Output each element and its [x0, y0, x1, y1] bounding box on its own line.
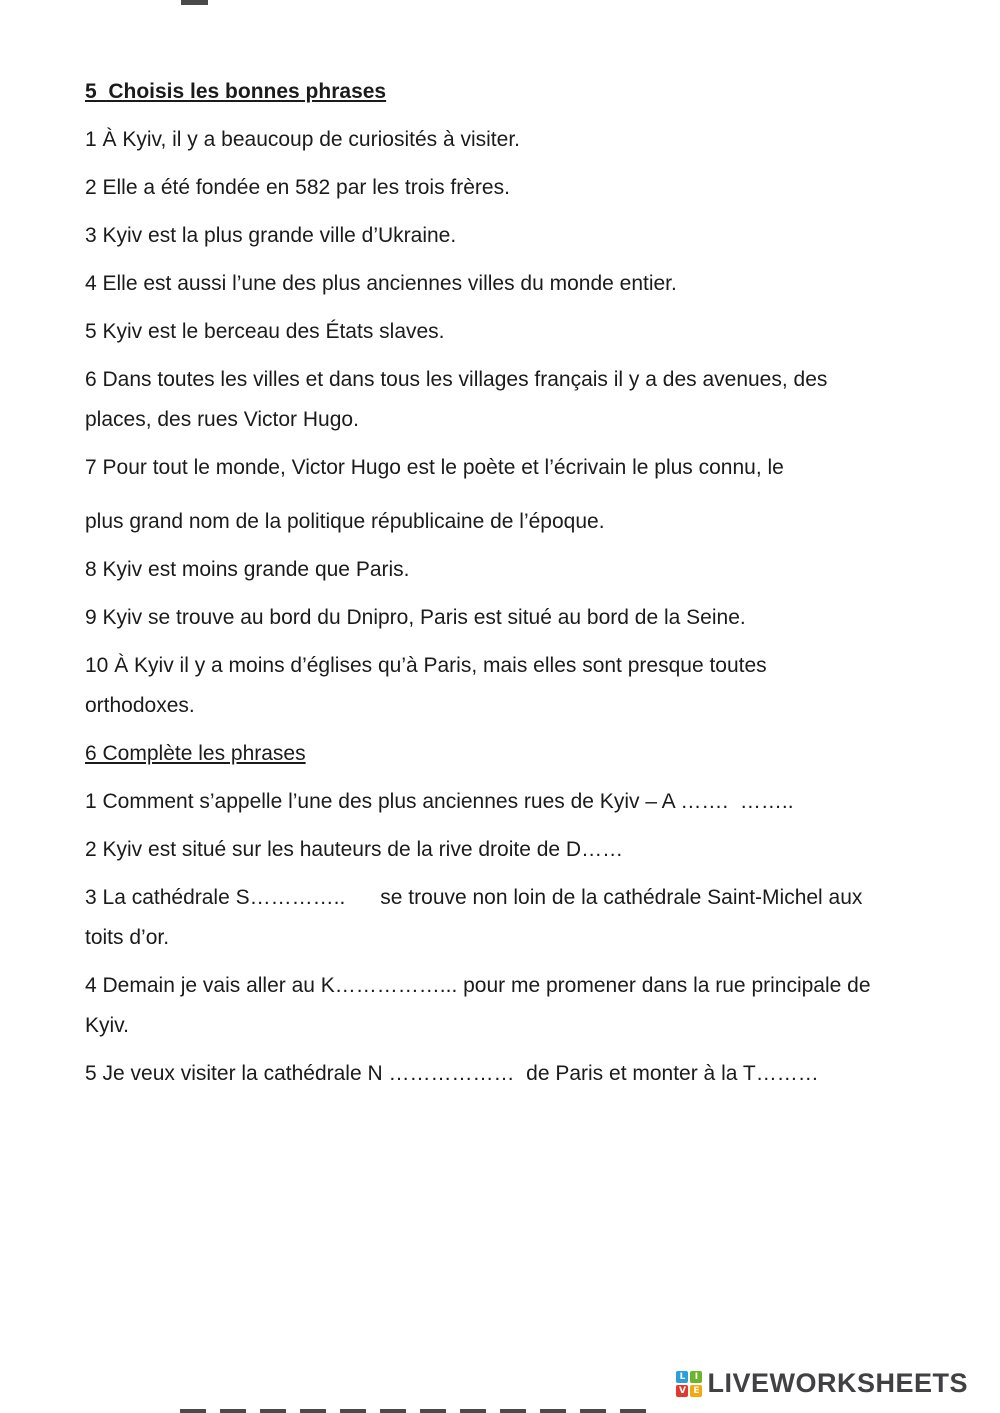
sentence-10-continued[interactable]: orthodoxes.: [85, 694, 195, 717]
sentence-4[interactable]: 4 Elle est aussi l’une des plus anciennes villes du monde entier.: [85, 272, 677, 295]
fill-in-2[interactable]: 2 Kyiv est situé sur les hauteurs de la rive droite de D……: [85, 838, 624, 861]
liveworksheets-icon: [676, 1371, 702, 1397]
cropped-text-fragment-bottom: [180, 1409, 655, 1413]
fill-in-4[interactable]: 4 Demain je vais aller au K……………... pour me promener dans la rue principale de: [85, 974, 871, 997]
logo-square-v: V: [676, 1385, 688, 1397]
sentence-5[interactable]: 5 Kyiv est le berceau des États slaves.: [85, 320, 445, 343]
logo-square-i: I: [690, 1371, 702, 1383]
sentence-10[interactable]: 10 À Kyiv il y a moins d’églises qu’à Paris, mais elles sont presque toutes: [85, 654, 767, 677]
sentence-7[interactable]: 7 Pour tout le monde, Victor Hugo est le poète et l’écrivain le plus connu, le: [85, 456, 784, 479]
logo-square-e: E: [690, 1385, 702, 1397]
liveworksheets-logo[interactable]: [676, 1368, 968, 1399]
fill-in-3[interactable]: 3 La cathédrale S………….. se trouve non loin de la cathédrale Saint-Michel aux: [85, 886, 863, 909]
fill-in-3-continued[interactable]: toits d’or.: [85, 926, 170, 949]
liveworksheets-wordmark: LIVEWORKSHEETS: [707, 1368, 968, 1398]
sentence-9[interactable]: 9 Kyiv se trouve au bord du Dnipro, Paris est situé au bord de la Seine.: [85, 606, 746, 629]
section6-heading: 6 Complète les phrases: [85, 742, 306, 765]
logo-square-l: L: [676, 1371, 688, 1383]
fill-in-4-continued[interactable]: Kyiv.: [85, 1014, 129, 1037]
sentence-6[interactable]: 6 Dans toutes les villes et dans tous les villages français il y a des avenues, des: [85, 368, 828, 391]
sentence-1[interactable]: 1 À Kyiv, il y a beaucoup de curiosités à visiter.: [85, 128, 520, 151]
fill-in-5[interactable]: 5 Je veux visiter la cathédrale N ……………… de Paris et monter à la T………: [85, 1062, 819, 1085]
fill-in-1[interactable]: 1 Comment s’appelle l’une des plus anciennes rues de Kyiv – A ……. ……..: [85, 790, 794, 813]
sentence-8[interactable]: 8 Kyiv est moins grande que Paris.: [85, 558, 410, 581]
section5-heading: 5 Choisis les bonnes phrases: [85, 80, 387, 103]
sentence-3[interactable]: 3 Kyiv est la plus grande ville d’Ukraine.: [85, 224, 457, 247]
sentence-6-continued[interactable]: places, des rues Victor Hugo.: [85, 408, 359, 431]
sentence-2[interactable]: 2 Elle a été fondée en 582 par les trois frères.: [85, 176, 510, 199]
sentence-7-continued[interactable]: plus grand nom de la politique républicaine de l’époque.: [85, 510, 605, 533]
cropped-text-fragment-top: [181, 0, 208, 5]
